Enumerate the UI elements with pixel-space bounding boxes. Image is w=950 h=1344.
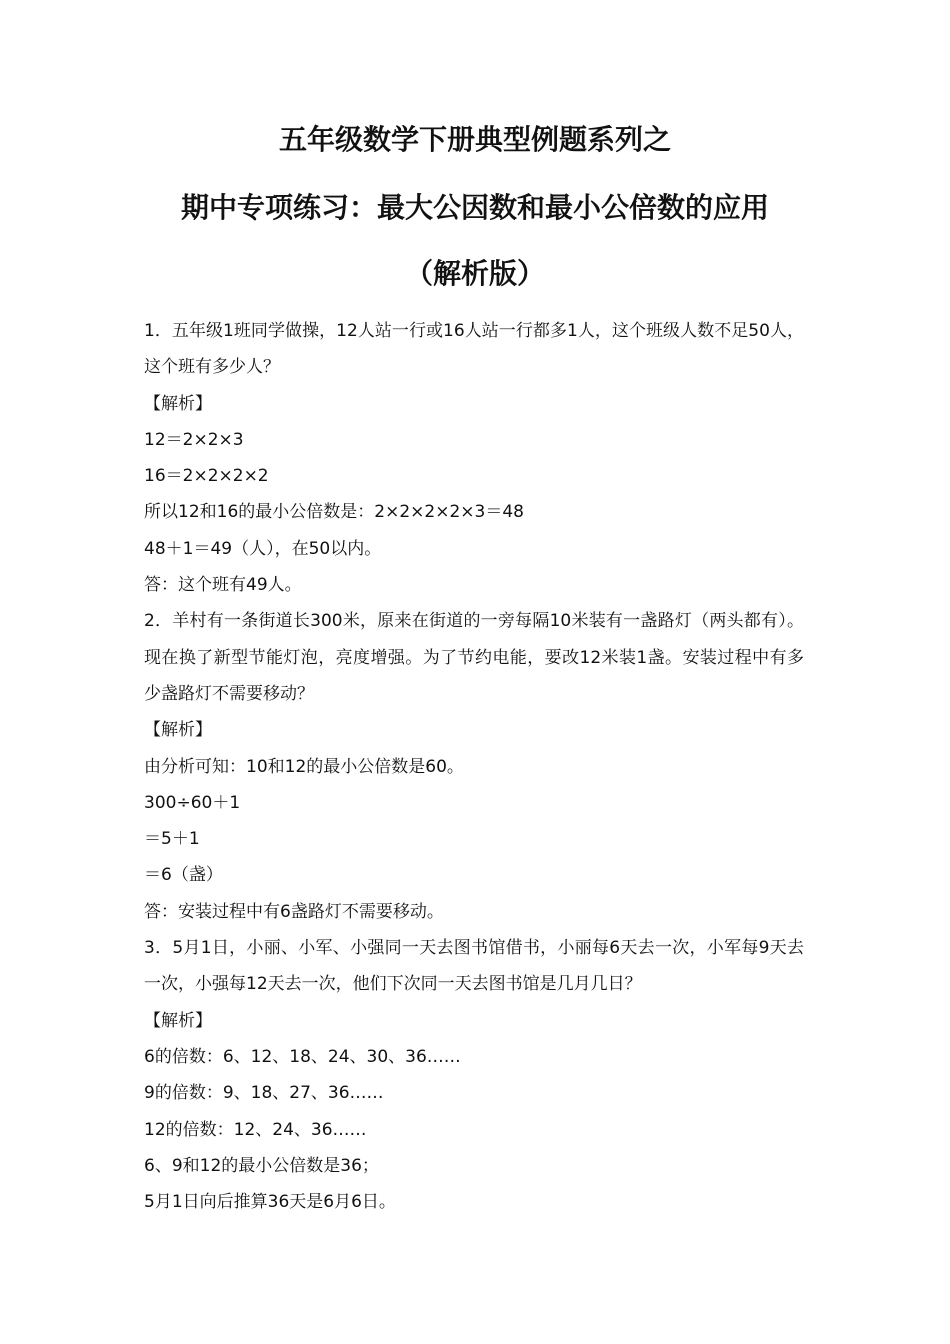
problem-2-question: 2．羊村有一条街道长300米，原来在街道的一旁每隔10米装有一盏路灯（两头都有）。现在换了新型节能灯泡，亮度增强。为了节约电能，要改12米装1盏。安装过程中有多少盏路灯不需要移动？ xyxy=(144,611,804,704)
problem-2-line: 由分析可知：10和12的最小公倍数是60。 xyxy=(144,756,464,777)
problem-1-line: 48＋1＝49（人），在50以内。 xyxy=(144,538,382,559)
problem-1-answer: 答：这个班有49人。 xyxy=(144,575,302,596)
document-body xyxy=(144,313,804,1220)
problem-3-line: 12的倍数：12、24、36…… xyxy=(144,1119,367,1140)
problem-1-line: 12＝2×2×3 xyxy=(144,429,244,450)
problem-3-question: 3．5月1日，小丽、小军、小强同一天去图书馆借书，小丽每6天去一次，小军每9天去一次，小强每12天去一次，他们下次同一天去图书馆是几月几日？ xyxy=(144,938,804,995)
title-line-3: （解析版） xyxy=(404,257,545,290)
problem-3-analysis-label: 【解析】 xyxy=(144,1010,212,1031)
problem-2-line: ＝6（盏） xyxy=(144,865,223,886)
problem-1-line: 所以12和16的最小公倍数是：2×2×2×2×3＝48 xyxy=(144,502,524,523)
problem-3-line: 6的倍数：6、12、18、24、30、36…… xyxy=(144,1046,461,1067)
problem-3-line: 5月1日向后推算36天是6月6日。 xyxy=(144,1192,396,1213)
problem-1-analysis-label: 【解析】 xyxy=(144,393,212,414)
title-line-1: 五年级数学下册典型例题系列之 xyxy=(278,123,671,156)
problem-2-answer: 答：安装过程中有6盏路灯不需要移动。 xyxy=(144,901,444,922)
problem-3-line: 6、9和12的最小公倍数是36； xyxy=(144,1155,379,1176)
title-line-2: 期中专项练习：最大公因数和最小公倍数的应用 xyxy=(180,191,769,224)
problem-1-question: 1．五年级1班同学做操，12人站一行或16人站一行都多1人，这个班级人数不足50人，这个班有多少人？ xyxy=(144,321,804,378)
problem-3-line: 9的倍数：9、18、27、36…… xyxy=(144,1083,384,1104)
problem-1-line: 16＝2×2×2×2 xyxy=(144,466,269,487)
problem-2-line: ＝5＋1 xyxy=(144,829,200,850)
problem-2-line: 300÷60＋1 xyxy=(144,792,241,813)
problem-2-analysis-label: 【解析】 xyxy=(144,720,212,741)
